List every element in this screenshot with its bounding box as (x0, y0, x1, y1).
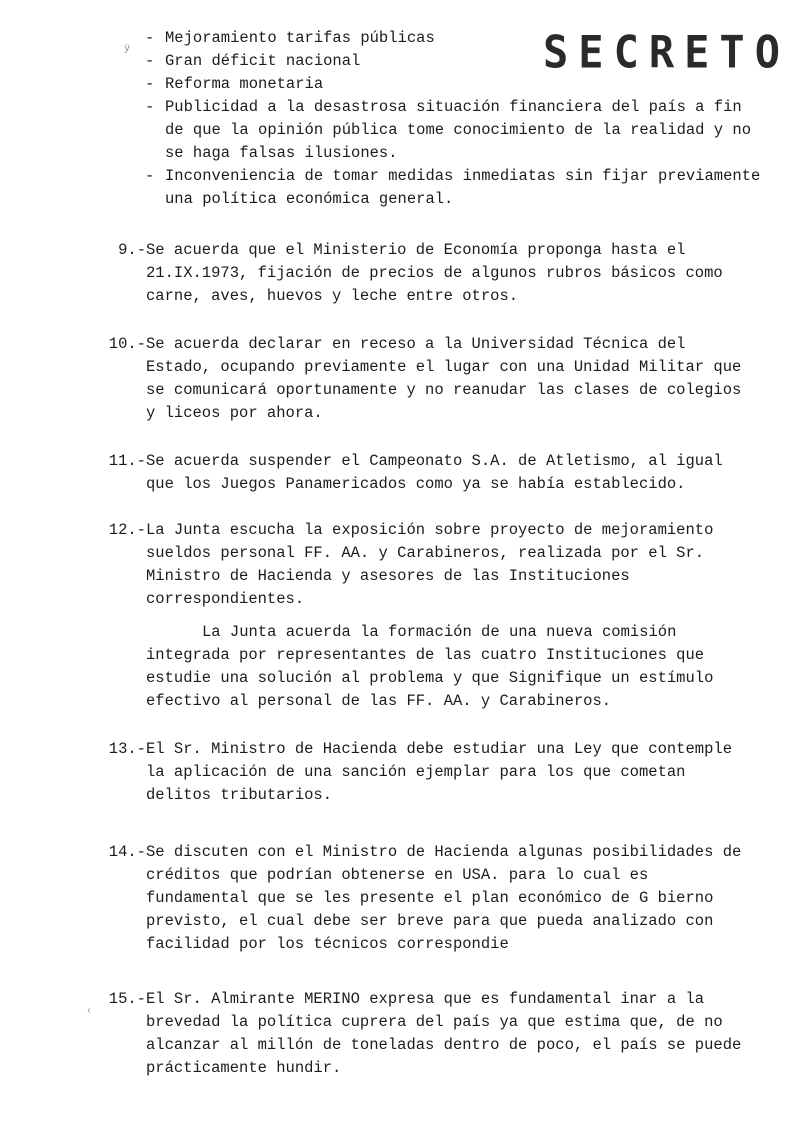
item-text: Se acuerda que el Ministerio de Economía proponga hasta el 21.IX.1973, fijación de precios de algunos rubros básicos como carne, aves, huevos y leche entre otros. (146, 241, 723, 305)
item-number: 14.- (108, 843, 146, 861)
agreement-11 (96, 450, 756, 496)
margin-mark: ÿ (124, 44, 131, 55)
item-text: Se discuten con el Ministro de Hacienda algunas posibilidades de créditos que podrían obtenerse en USA. para lo cual es fundamental que se les presente el plan económico de G bierno previsto, el cual debe ser breve para que pueda analizado con facilidad por los técnicos correspondie (146, 843, 742, 953)
list-item: - Publicidad a la desastrosa situación financiera del país a fin de que la opinión pública tome conocimiento de la realidad y no se haga falsas ilusiones. (145, 96, 765, 165)
item-text: El Sr. Ministro de Hacienda debe estudiar una Ley que contemple la aplicación de una sanción ejemplar para los que cometan delitos tributarios. (146, 740, 732, 804)
item-text: Se acuerda declarar en receso a la Universidad Técnica del Estado, ocupando previamente el lugar con una Unidad Militar que se comunicará oportunamente y no reanudar las clases de colegios y liceos por ahora. (146, 335, 742, 422)
list-item: - Reforma monetaria (145, 73, 765, 96)
secret-stamp: SECRETO (543, 26, 791, 79)
list-item: - Gran déficit nacional (145, 50, 765, 73)
agreement-13 (96, 738, 756, 807)
margin-mark: ‹ (86, 1006, 93, 1017)
item-number: 15.- (108, 990, 146, 1008)
list-item: - Inconveniencia de tomar medidas inmediatas sin fijar previamente una política económica general. (145, 165, 765, 211)
item-number: 11.- (108, 452, 146, 470)
agreement-12 (96, 519, 756, 713)
item-number: 13.- (108, 740, 146, 758)
agreement-10 (96, 333, 756, 425)
agreement-9 (96, 239, 756, 308)
item-text: La Junta escucha la exposición sobre proyecto de mejoramiento sueldos personal FF. AA. y Carabineros, realizada por el Sr. Ministro de Hacienda y asesores de las Instituciones correspondientes. (146, 521, 714, 608)
bullet-list (145, 27, 765, 211)
list-item: - Mejoramiento tarifas públicas (145, 27, 765, 50)
agreement-15 (96, 988, 756, 1080)
item-text: Se acuerda suspender el Campeonato S.A. de Atletismo, al igual que los Juegos Panamericados como ya se había establecido. (146, 452, 723, 493)
item-number: 12.- (108, 521, 146, 539)
item-text: La Junta acuerda la formación de una nueva comisión integrada por representantes de las cuatro Instituciones que estudie una solución al problema y que Signifique un estímulo efectivo al personal de las FF. AA. y Carabineros. (146, 623, 714, 710)
item-number: 10.- (108, 335, 146, 353)
item-text: El Sr. Almirante MERINO expresa que es fundamental inar a la brevedad la política cuprera del país ya que estima que, de no alcanzar al millón de toneladas dentro de poco, el país se puede prácticamente hundir. (146, 990, 742, 1077)
agreement-14 (96, 841, 756, 956)
item-number: 9.- (118, 241, 146, 259)
